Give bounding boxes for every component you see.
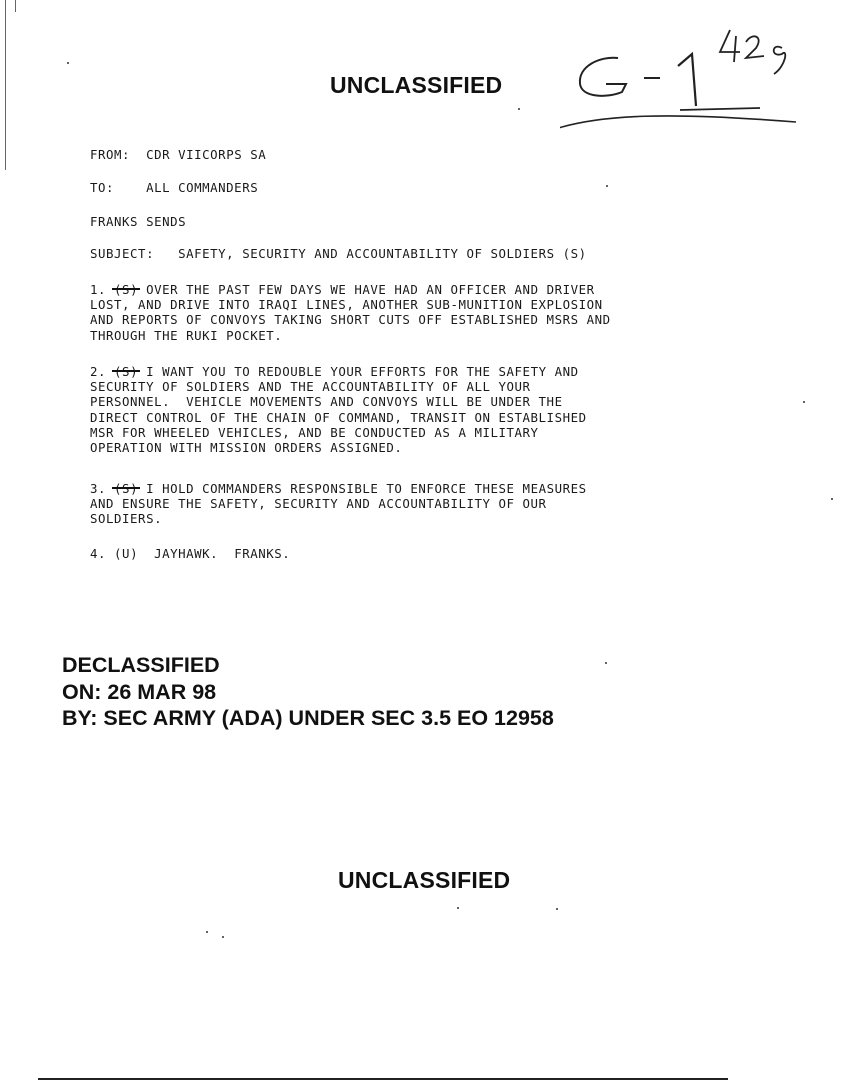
declassification-stamp [62, 652, 554, 732]
scan-speck [457, 907, 459, 909]
to-value: ALL COMMANDERS [146, 180, 259, 195]
scan-edge-line [15, 0, 16, 12]
paragraph-line: I WANT YOU TO REDOUBLE YOUR EFFORTS FOR THE SAFETY AND [146, 364, 579, 379]
declassified-label: DECLASSIFIED [62, 653, 220, 677]
subject-value: SAFETY, SECURITY AND ACCOUNTABILITY OF SOLDIERS (S) [178, 246, 587, 261]
scan-speck [831, 498, 833, 500]
scan-speck [556, 908, 558, 910]
paragraph-number: 2. [90, 364, 107, 379]
paragraph-number: 3. [90, 481, 107, 496]
paragraph-line: MSR FOR WHEELED VEHICLES, AND BE CONDUCTED AS A MILITARY [90, 424, 539, 440]
paragraph-line: THROUGH THE RUKI POCKET. [90, 327, 283, 343]
classification-marking: (S) [114, 364, 139, 379]
classification-marking: (U) [114, 546, 139, 561]
to-label: TO: [90, 180, 115, 195]
paragraph-number: 1. [90, 282, 107, 297]
paragraph-line: JAYHAWK. FRANKS. [154, 546, 291, 561]
scan-speck [803, 401, 805, 403]
paragraph-line: OPERATION WITH MISSION ORDERS ASSIGNED. [90, 440, 403, 456]
paragraph-line: I HOLD COMMANDERS RESPONSIBLE TO ENFORCE THESE MEASURES [146, 481, 587, 496]
scan-speck [222, 936, 224, 938]
scan-speck [206, 931, 208, 933]
scan-speck [606, 185, 608, 187]
memo-from-line [90, 147, 266, 162]
paragraph-number: 4. [90, 546, 107, 561]
from-label: FROM: [90, 147, 131, 162]
paragraph-line: LOST, AND DRIVE INTO IRAQI LINES, ANOTHER SUB-MUNITION EXPLOSION [90, 297, 603, 313]
from-value: CDR VIICORPS SA [146, 147, 267, 162]
bottom-classification-banner: UNCLASSIFIED [338, 867, 511, 893]
paragraph-line: SECURITY OF SOLDIERS AND THE ACCOUNTABILITY OF ALL YOUR [90, 379, 531, 395]
memo-sends-line: FRANKS SENDS [90, 214, 187, 229]
declassified-authority: BY: SEC ARMY (ADA) UNDER SEC 3.5 EO 12958 [62, 706, 554, 730]
paragraph-4 [90, 546, 770, 561]
scan-edge-line [5, 0, 6, 170]
memo-to-line [90, 180, 258, 195]
paragraph-line: SOLDIERS. [90, 511, 163, 527]
handwritten-document-number [560, 18, 810, 138]
paragraph-3 [90, 481, 770, 527]
scan-speck [518, 108, 520, 110]
scan-speck [605, 662, 607, 664]
scan-speck [67, 62, 69, 64]
classification-marking: (S) [114, 282, 139, 297]
paragraph-line: AND ENSURE THE SAFETY, SECURITY AND ACCOUNTABILITY OF OUR [90, 496, 547, 512]
paragraph-1 [90, 282, 770, 343]
paragraph-line: DIRECT CONTROL OF THE CHAIN OF COMMAND, TRANSIT ON ESTABLISHED [90, 409, 587, 425]
memo-subject-line [90, 246, 587, 261]
top-classification-banner: UNCLASSIFIED [330, 72, 503, 98]
subject-label: SUBJECT: [90, 246, 155, 261]
bottom-rule [38, 1078, 728, 1080]
paragraph-2 [90, 364, 770, 455]
declassified-date: ON: 26 MAR 98 [62, 679, 217, 704]
paragraph-line: AND REPORTS OF CONVOYS TAKING SHORT CUTS OFF ESTABLISHED MSRS AND [90, 312, 611, 328]
paragraph-line: OVER THE PAST FEW DAYS WE HAVE HAD AN OFFICER AND DRIVER [146, 282, 595, 297]
paragraph-line: PERSONNEL. VEHICLE MOVEMENTS AND CONVOYS WILL BE UNDER THE [90, 394, 563, 410]
classification-marking: (S) [114, 481, 139, 496]
